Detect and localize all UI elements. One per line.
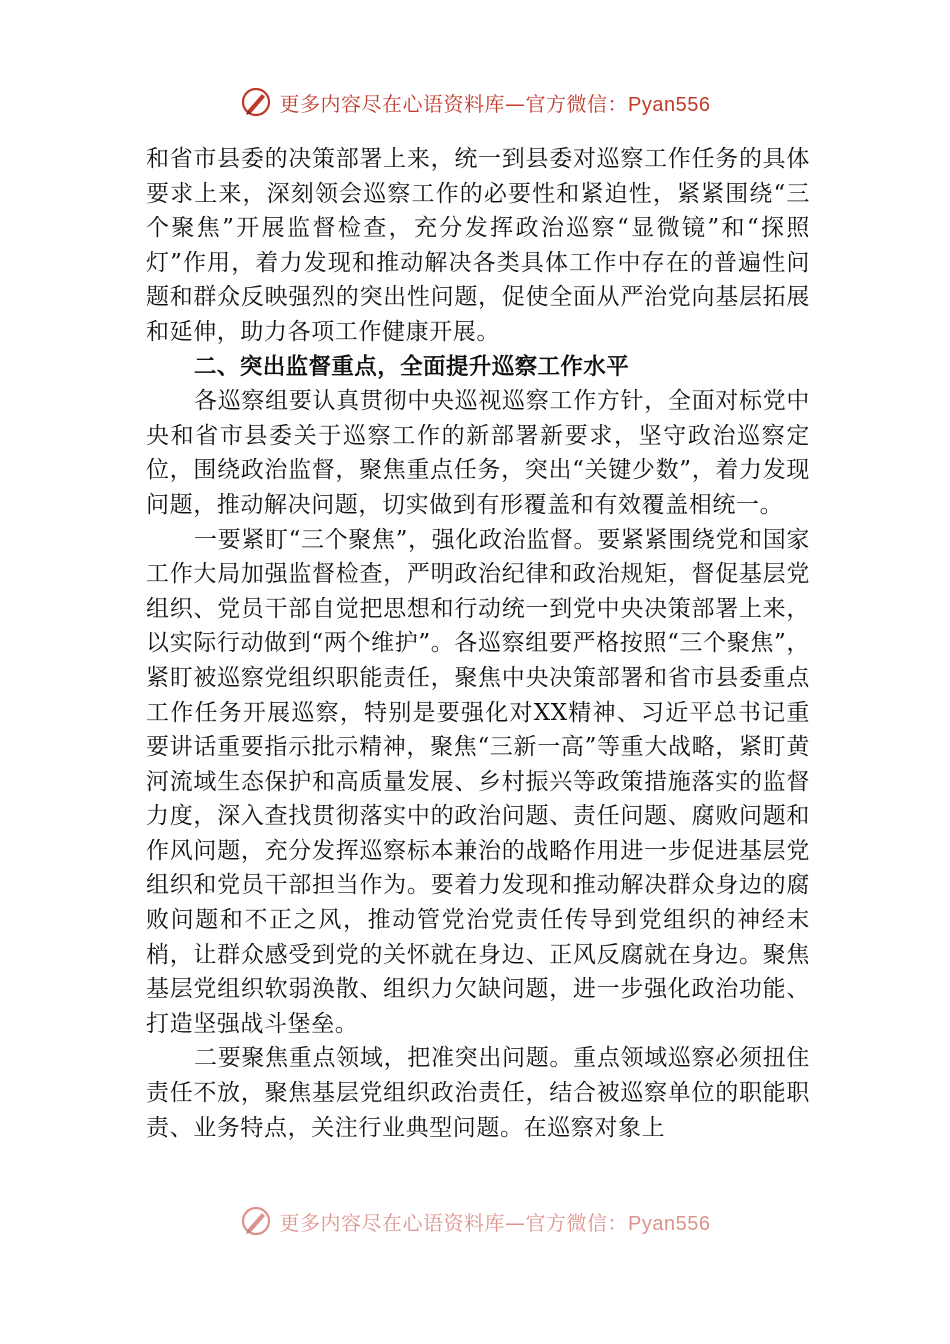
watermark-wechat-id: Pyan556 bbox=[628, 93, 711, 116]
watermark-footer bbox=[0, 1204, 950, 1238]
section-heading: 二、突出监督重点，全面提升巡察工作水平 bbox=[194, 353, 630, 380]
watermark-header bbox=[0, 82, 950, 122]
paragraph-continuation: 和省市县委的决策部署上来，统一到县委对巡察工作任务的具体要求上来，深刻领会巡察工作的必要性和紧迫性，紧紧围绕“三个聚焦”开展监督检查，充分发挥政治巡察“显微镜”和“探照灯”作用，着力发现和推动解决各类具体工作中存在的普遍性问题和群众反映强烈的突出性问题，促使全面从严治党向基层拓展和延伸，助力各项工作健康开展。 bbox=[146, 146, 810, 345]
paragraph-point-1: 一要紧盯“三个聚焦”，强化政治监督。要紧紧围绕党和国家工作大局加强监督检查，严明政治纪律和政治规矩，督促基层党组织、党员干部自觉把思想和行动统一到党中央决策部署上来，以实际行动做到“两个维护”。各巡察组要严格按照“三个聚焦”，紧盯被巡察党组织职能责任，聚焦中央决策部署和省市县委重点工作任务开展巡察，特别是要强化对XX精神、习近平总书记重要讲话重要指示批示精神，聚焦“三新一高”等重大战略，紧盯黄河流域生态保护和高质量发展、乡村振兴等政策措施落实的监督力度，深入查找贯彻落实中的政治问题、责任问题、腐败问题和作风问题，充分发挥巡察标本兼治的战略作用进一步促进基层党组织和党员干部担当作为。要着力发现和推动解决群众身边的腐败问题和不正之风，推动管党治党责任传导到党组织的神经末梢，让群众感受到党的关怀就在身边、正风反腐就在身边。聚焦基层党组织软弱涣散、组织力欠缺问题，进一步强化政治功能、打造坚强战斗堡垒。 bbox=[146, 526, 810, 1037]
paragraph-point-2: 二要聚焦重点领域，把准突出问题。重点领域巡察必须扭住责任不放，聚焦基层党组织政治责任，结合被巡察单位的职能职责、业务特点，关注行业典型问题。在巡察对象上 bbox=[146, 1045, 810, 1141]
pen-logo-icon bbox=[240, 86, 272, 118]
watermark-text: 更多内容尽在心语资料库—官方微信：Pyan556 bbox=[279, 91, 711, 116]
watermark-text: 更多内容尽在心语资料库—官方微信：Pyan556 bbox=[279, 1210, 711, 1235]
paragraph-intro: 各巡察组要认真贯彻中央巡视巡察工作方针，全面对标党中央和省市县委关于巡察工作的新部署新要求，坚守政治巡察定位，围绕政治监督，聚焦重点任务，突出“关键少数”，着力发现问题，推动解决问题，切实做到有形覆盖和有效覆盖相统一。 bbox=[146, 388, 810, 518]
watermark-wechat-id: Pyan556 bbox=[628, 1212, 711, 1235]
pen-logo-icon bbox=[240, 1205, 272, 1237]
document-body bbox=[146, 142, 810, 1145]
